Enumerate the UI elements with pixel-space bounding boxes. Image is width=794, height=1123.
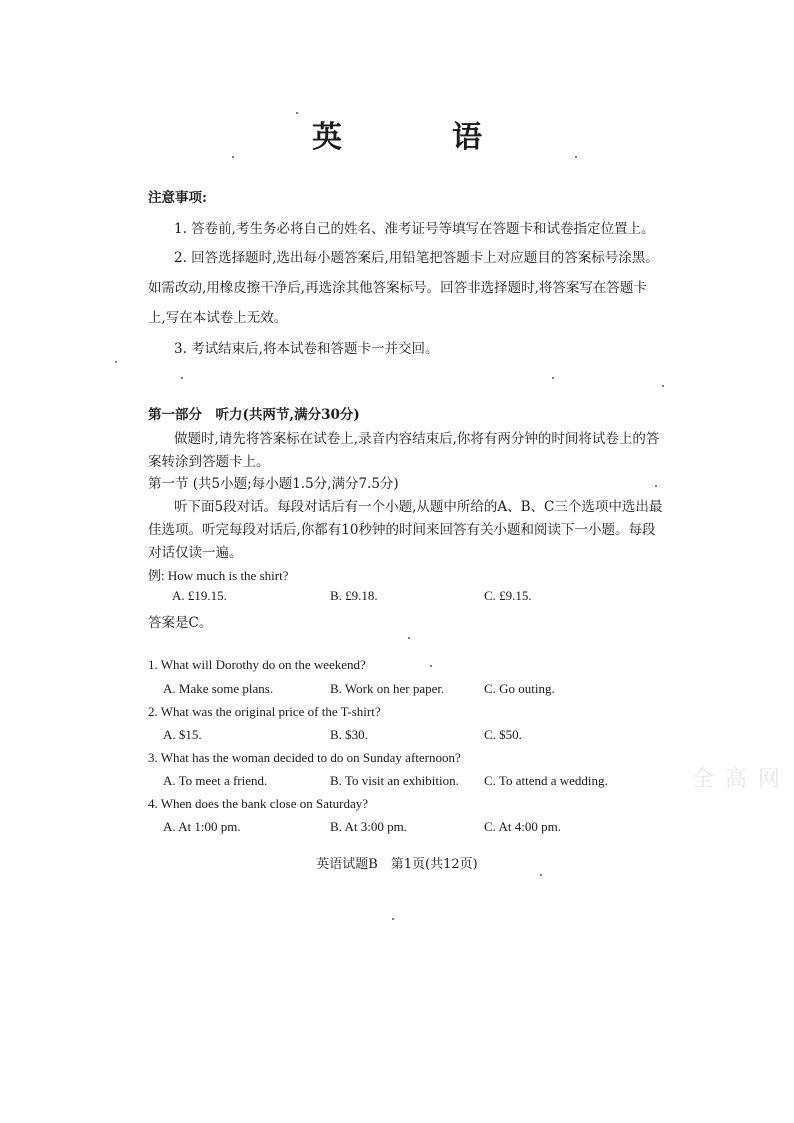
notice-item-2-line-1: 2. 回答选择题时,选出每小题答案后,用铅笔把答题卡上对应题目的答案标号涂黑。 bbox=[174, 250, 659, 266]
part1-intro-line-1: 做题时,请先将答案标在试卷上,录音内容结束后,你将有两分钟的时间将试卷上的答 bbox=[174, 431, 660, 447]
scan-speck bbox=[232, 156, 234, 158]
question-2-option-a: A. $15. bbox=[163, 727, 202, 742]
scan-speck bbox=[181, 377, 183, 379]
question-1: 1. What will Dorothy do on the weekend? bbox=[148, 657, 366, 672]
section1-heading: 第一节 (共5小题;每小题1.5分,满分7.5分) bbox=[148, 476, 399, 492]
scan-speck bbox=[540, 874, 542, 876]
question-3-option-a: A. To meet a friend. bbox=[163, 773, 268, 788]
scan-speck bbox=[430, 665, 432, 667]
part1-heading: 第一部分 听力(共两节,满分30分) bbox=[148, 407, 360, 423]
question-2: 2. What was the original price of the T-shirt? bbox=[148, 704, 381, 719]
notice-item-3: 3. 考试结束后,将本试卷和答题卡一并交回。 bbox=[174, 341, 439, 357]
question-1-option-c: C. Go outing. bbox=[484, 681, 555, 696]
question-3: 3. What has the woman decided to do on Sunday afternoon? bbox=[148, 750, 461, 765]
scan-speck bbox=[115, 361, 117, 363]
part1-intro-line-2: 案转涂到答题卡上。 bbox=[148, 454, 270, 470]
section1-line-1: 听下面5段对话。每段对话后有一个小题,从题中所给的A、B、C三个选项中选出最 bbox=[174, 499, 663, 515]
question-4-option-a: A. At 1:00 pm. bbox=[163, 819, 241, 834]
question-1-option-a: A. Make some plans. bbox=[163, 681, 274, 696]
page-title: 英 语 bbox=[312, 120, 522, 155]
question-2-option-b: B. $30. bbox=[330, 727, 368, 742]
section1-line-2: 佳选项。听完每段对话后,你都有10秒钟的时间来回答有关小题和阅读下一小题。每段 bbox=[148, 522, 656, 538]
notice-item-2-line-3: 上,写在本试卷上无效。 bbox=[148, 310, 288, 326]
question-4-option-b: B. At 3:00 pm. bbox=[330, 819, 407, 834]
example-question: 例: How much is the shirt? bbox=[148, 568, 289, 583]
example-option-c: C. £9.15. bbox=[484, 588, 532, 603]
scan-speck bbox=[408, 637, 410, 639]
scan-speck bbox=[296, 112, 298, 114]
example-answer: 答案是C。 bbox=[148, 615, 213, 631]
notice-item-1: 1. 答卷前,考生务必将自己的姓名、准考证号等填写在答题卡和试卷指定位置上。 bbox=[174, 221, 655, 237]
notice-item-2-line-2: 如需改动,用橡皮擦干净后,再选涂其他答案标号。回答非选择题时,将答案写在答题卡 bbox=[148, 280, 647, 296]
example-option-a: A. £19.15. bbox=[172, 588, 227, 603]
watermark: 全 高 网 bbox=[692, 767, 782, 792]
section1-line-3: 对话仅读一遍。 bbox=[148, 545, 243, 561]
scan-speck bbox=[575, 156, 577, 158]
notice-heading: 注意事项: bbox=[148, 190, 207, 206]
scan-speck bbox=[655, 485, 657, 487]
question-4-option-c: C. At 4:00 pm. bbox=[484, 819, 561, 834]
question-4: 4. When does the bank close on Saturday? bbox=[148, 796, 368, 811]
question-2-option-c: C. $50. bbox=[484, 727, 522, 742]
scan-speck bbox=[392, 918, 394, 920]
scan-speck bbox=[662, 385, 664, 387]
scan-speck bbox=[552, 377, 554, 379]
page-footer: 英语试题B 第1页(共12页) bbox=[316, 857, 478, 872]
example-option-b: B. £9.18. bbox=[330, 588, 378, 603]
question-3-option-c: C. To attend a wedding. bbox=[484, 773, 608, 788]
question-1-option-b: B. Work on her paper. bbox=[330, 681, 445, 696]
question-3-option-b: B. To visit an exhibition. bbox=[330, 773, 459, 788]
